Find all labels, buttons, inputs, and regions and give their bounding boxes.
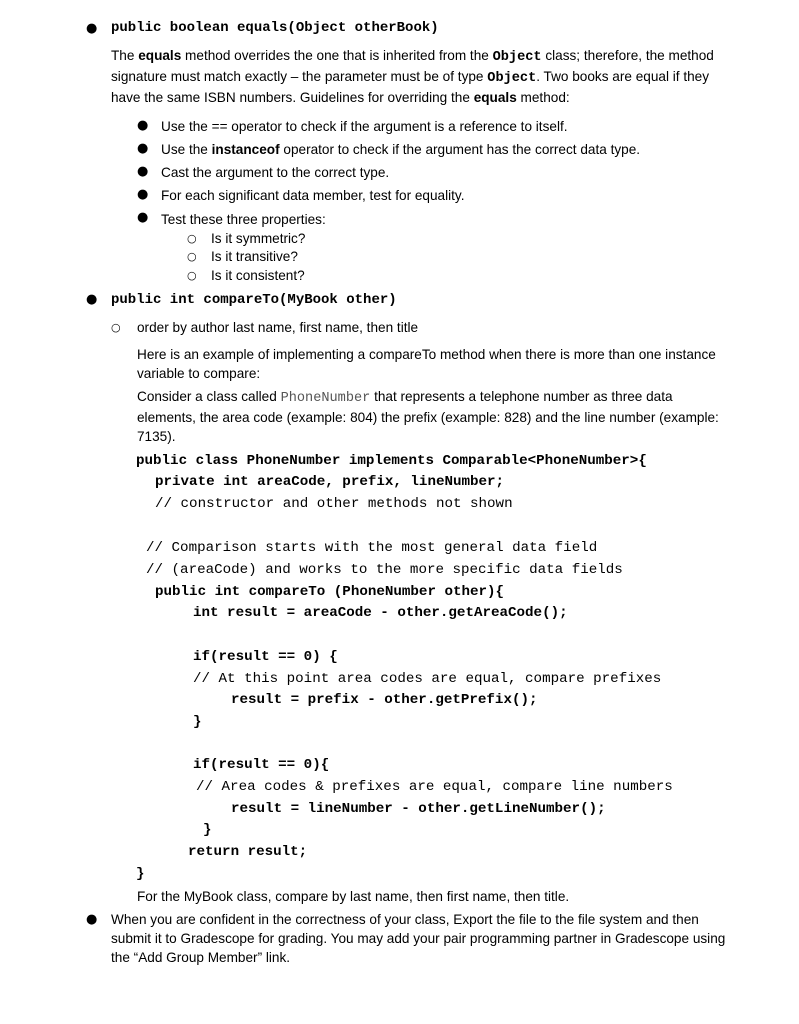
code-comment: // constructor and other methods not shown: [155, 496, 513, 512]
code-line: result = prefix - other.getPrefix();: [231, 692, 538, 708]
desc-bold: equals: [138, 48, 182, 63]
desc-text: method:: [516, 90, 570, 105]
code-brace: }: [203, 822, 212, 838]
bullet-guideline: ●: [137, 210, 149, 225]
code-comment: // At this point area codes are equal, compare prefixes: [193, 671, 662, 687]
code-method-decl: public int compareTo (PhoneNumber other){: [155, 584, 505, 600]
desc-bold: equals: [473, 90, 517, 105]
property-transitive: Is it transitive?: [211, 249, 298, 264]
guideline-5: Test these three properties:: [161, 212, 326, 227]
code-line: int result = areaCode - other.getAreaCode();: [193, 605, 568, 621]
code-class-decl: public class PhoneNumber implements Comparable<PhoneNumber>{: [136, 453, 647, 469]
compare-order: order by author last name, first name, then title: [137, 320, 419, 335]
equals-description: [111, 46, 731, 107]
code-comment: // (areaCode) and works to the more specific data fields: [146, 562, 623, 578]
bullet-guideline: ●: [137, 141, 149, 156]
equals-signature: public boolean equals(Object otherBook): [111, 20, 439, 36]
desc-text: The: [111, 48, 139, 63]
bullet-equals: ●: [86, 21, 98, 36]
desc-text: . Two books are equal if they have the same ISBN numbers. Guidelines for overriding the: [111, 69, 710, 105]
guideline-1: Use the == operator to check if the argument is a reference to itself.: [161, 119, 568, 134]
bullet-guideline: ●: [137, 187, 149, 202]
code-line: if(result == 0) {: [193, 649, 338, 665]
property-consistent: Is it consistent?: [211, 268, 305, 283]
bullet-guideline: ●: [137, 164, 149, 179]
hollow-bullet: ○: [187, 269, 197, 282]
code-brace: }: [136, 866, 145, 882]
code-line: if(result == 0){: [193, 757, 330, 773]
compareto-signature: public int compareTo(MyBook other): [111, 292, 397, 308]
hollow-bullet: ○: [111, 321, 121, 334]
bullet-guideline: ●: [137, 118, 149, 133]
bullet-compareto: ●: [86, 292, 98, 307]
guideline-3: Cast the argument to the correct type.: [161, 165, 390, 180]
code-comment: // Area codes & prefixes are equal, compare line numbers: [196, 779, 673, 795]
code-brace: }: [193, 714, 202, 730]
guideline-2: Use the instanceof operator to check if the argument has the correct data type.: [161, 142, 641, 157]
desc-code: Object: [487, 71, 537, 86]
desc-code: Object: [492, 50, 542, 65]
final-instructions: When you are confident in the correctness of your class, Export the file to the file system and then submit it to Gradescope for grading. You may add your pair programming partner in Gradescope using the “Add Group Member” link.: [111, 912, 726, 965]
compare-consider: Consider a class called PhoneNumber that represents a telephone number as three data elements, the area code (example: 804) the prefix (example: 828) and the line number (example: 7135).: [137, 389, 719, 444]
guideline-4: For each significant data member, test for equality.: [161, 188, 465, 203]
compare-intro: Here is an example of implementing a compareTo method when there is more than one instance variable to compare:: [137, 347, 716, 381]
code-comment: // Comparison starts with the most general data field: [146, 540, 598, 556]
hollow-bullet: ○: [187, 232, 197, 245]
bullet-final: ●: [86, 912, 98, 927]
code-fields: private int areaCode, prefix, lineNumber;: [155, 474, 505, 490]
desc-text: method overrides the one that is inherited from the: [181, 48, 493, 63]
property-symmetric: Is it symmetric?: [211, 231, 306, 246]
hollow-bullet: ○: [187, 250, 197, 263]
desc-text: class; therefore, the method signature must match exactly – the parameter must be of type: [111, 48, 714, 84]
code-line: return result;: [188, 844, 308, 860]
mybook-note: For the MyBook class, compare by last name, then first name, then title.: [137, 889, 570, 904]
code-line: result = lineNumber - other.getLineNumber();: [231, 801, 606, 817]
